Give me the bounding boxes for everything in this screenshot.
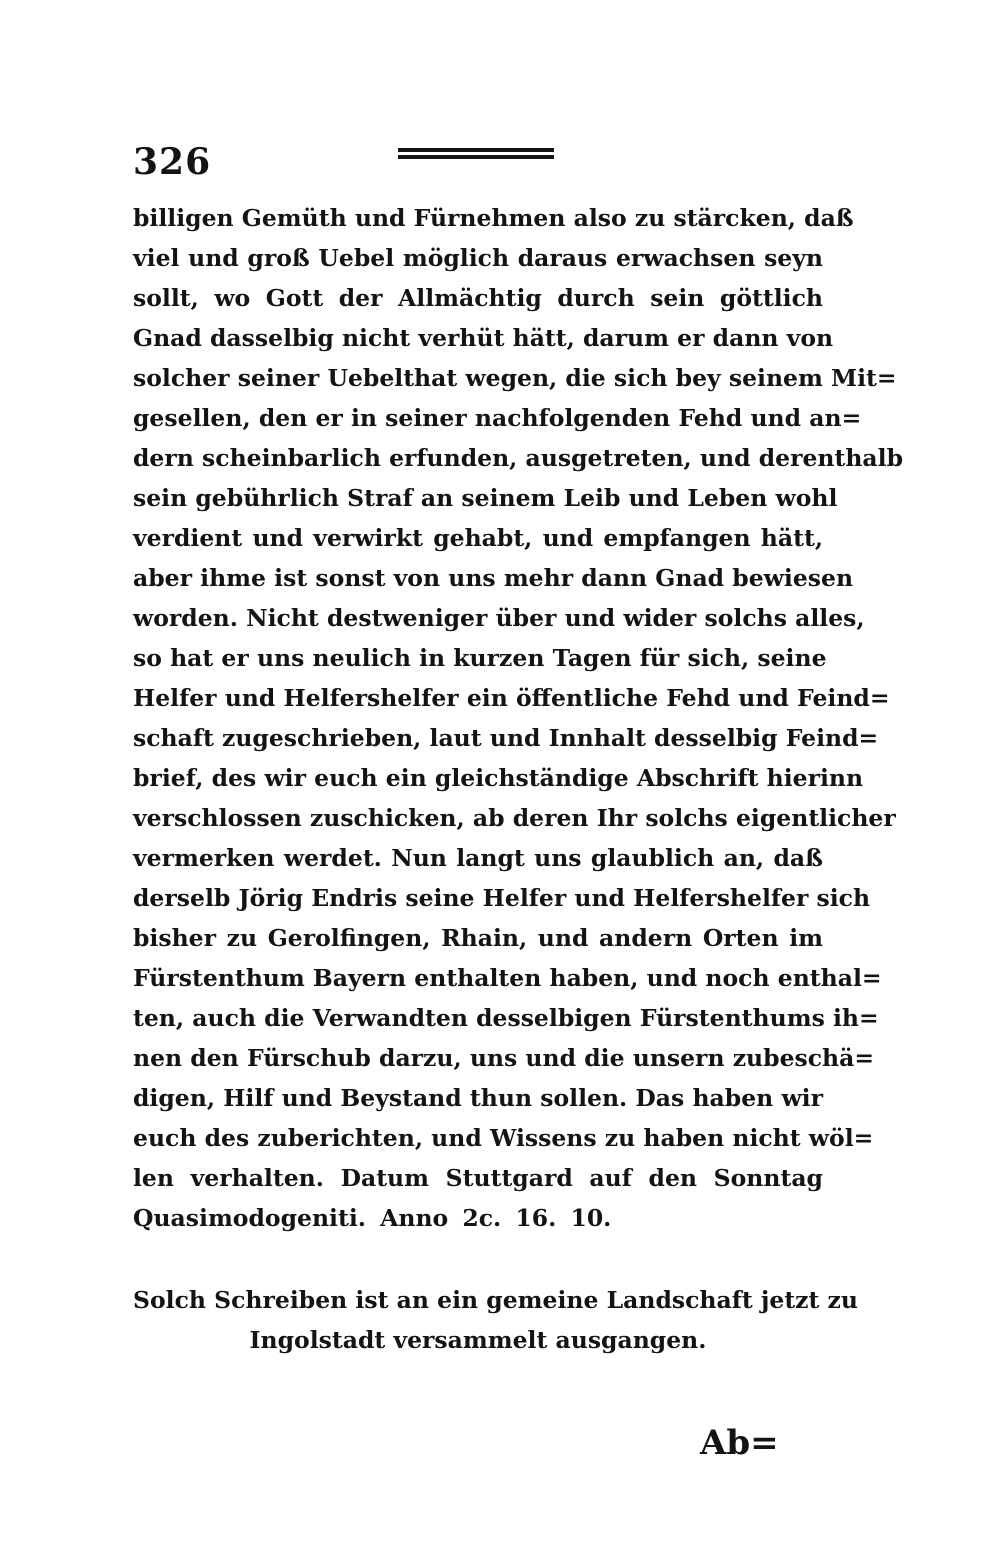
text-line: dern scheinbarlich erfunden, ausgetreten, und derenthalb: [133, 444, 904, 472]
text-line: Gnad dasselbig nicht verhüt hätt, darum er dann von: [133, 324, 834, 352]
page-number: 326: [133, 141, 212, 183]
text-line: derselb Jörig Endris seine Helfer und Helfershelfer sich: [133, 884, 871, 912]
catchword: Ab=: [700, 1423, 779, 1463]
text-line: billigen Gemüth und Fürnehmen also zu stärcken, daß: [133, 204, 854, 232]
text-line: viel und groß Uebel möglich daraus erwachsen seyn: [133, 244, 823, 272]
text-line: sein gebührlich Straf an seinem Leib und Leben wohl: [133, 484, 838, 512]
text-line: nen den Fürschub darzu, uns und die unsern zubeschä=: [133, 1044, 875, 1072]
text-line: gesellen, den er in seiner nachfolgenden Fehd und an=: [133, 404, 862, 432]
header-ornament-rule: [398, 148, 554, 162]
text-line: schaft zugeschrieben, laut und Innhalt desselbig Feind=: [133, 724, 879, 752]
text-line: Helfer und Helfershelfer ein öffentliche Fehd und Feind=: [133, 684, 890, 712]
text-line: Fürstenthum Bayern enthalten haben, und noch enthal=: [133, 964, 882, 992]
text-line: aber ihme ist sonst von uns mehr dann Gnad bewiesen: [133, 564, 854, 592]
text-line: ten, auch die Verwandten desselbigen Fürstenthums ih=: [133, 1004, 879, 1032]
text-line: solcher seiner Uebelthat wegen, die sich bey seinem Mit=: [133, 364, 897, 392]
text-line: sollt, wo Gott der Allmächtig durch sein göttlich: [133, 284, 823, 312]
text-line: digen, Hilf und Beystand thun sollen. Das haben wir: [133, 1084, 823, 1112]
text-line: verschlossen zuschicken, ab deren Ihr solchs eigentlicher: [133, 804, 896, 832]
closing-line: Ingolstadt versammelt ausgangen.: [249, 1326, 707, 1354]
text-line: Quasimodogeniti. Anno 2c. 16. 10.: [133, 1204, 612, 1232]
text-line: bisher zu Gerolfingen, Rhain, und andern Orten im: [133, 924, 823, 952]
text-line: len verhalten. Datum Stuttgard auf den Sonntag: [133, 1164, 823, 1192]
closing-line: Solch Schreiben ist an ein gemeine Landschaft jetzt zu: [133, 1286, 858, 1314]
text-line: brief, des wir euch ein gleichständige Abschrift hierinn: [133, 764, 864, 792]
text-line: worden. Nicht destweniger über und wider solchs alles,: [133, 604, 865, 632]
text-line: so hat er uns neulich in kurzen Tagen für sich, seine: [133, 644, 827, 672]
text-line: euch des zuberichten, und Wissens zu haben nicht wöl=: [133, 1124, 874, 1152]
closing-note: [133, 1280, 858, 1360]
text-line: vermerken werdet. Nun langt uns glaublich an, daß: [133, 844, 823, 872]
page-header: [133, 140, 823, 190]
body-text: [133, 198, 904, 1238]
text-line: verdient und verwirkt gehabt, und empfangen hätt,: [133, 524, 823, 552]
